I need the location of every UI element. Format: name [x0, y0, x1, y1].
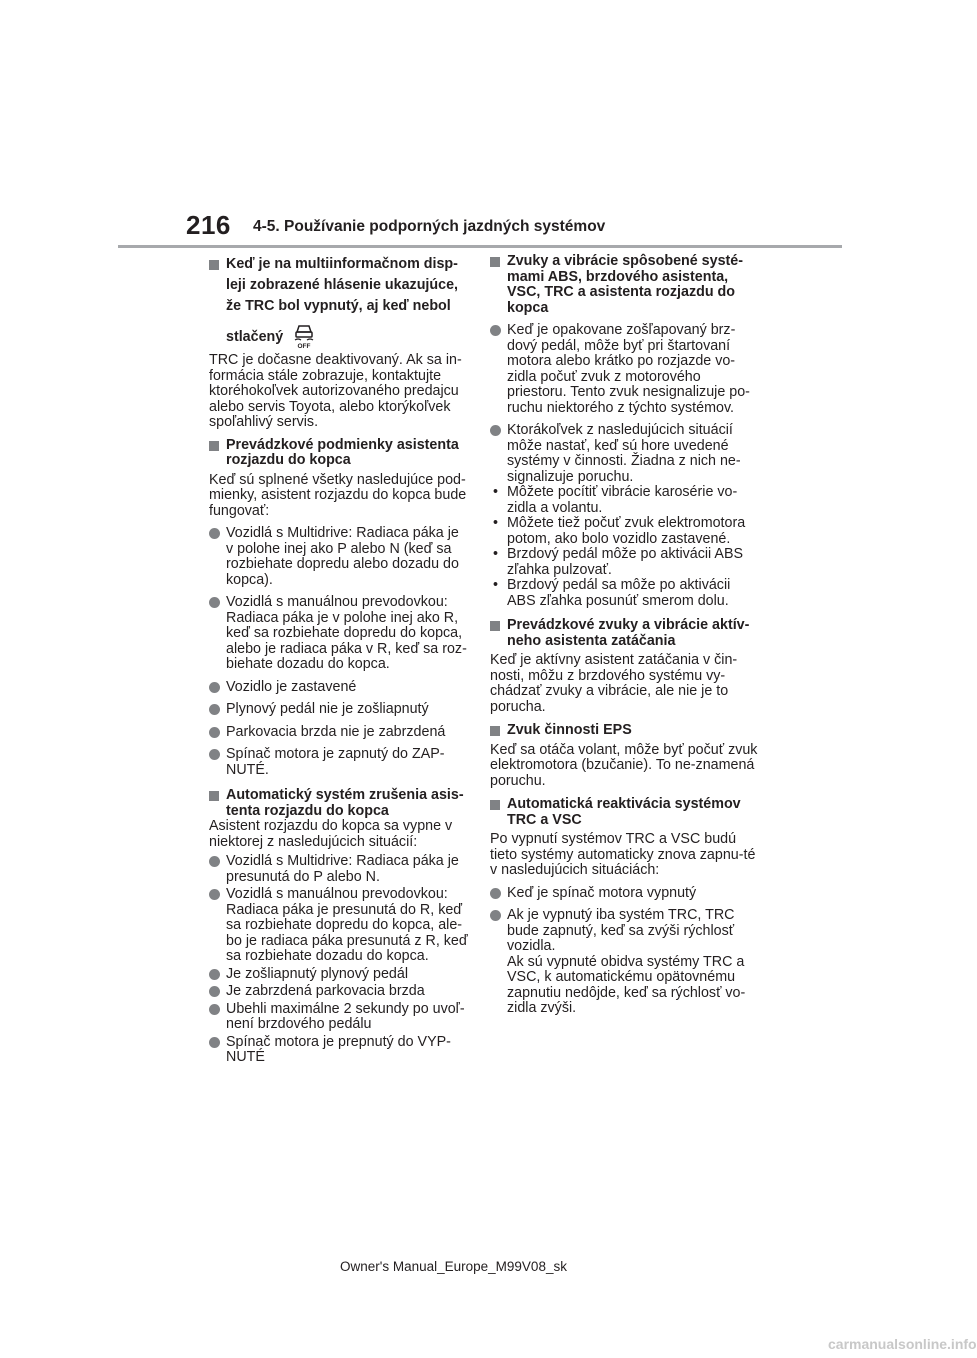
- right-column: [490, 254, 758, 1017]
- heading-steering-assist-sounds: Prevádzkové zvuky a vibrácie aktív-neho asistenta zatáčania: [490, 618, 758, 649]
- round-bullet-icon: [490, 910, 501, 921]
- round-bullet-icon: [490, 425, 501, 436]
- paragraph: Keď sa otáča volant, môže byť počuť zvuk elektromotora (bzučanie). To ne-znamená poruchu.: [490, 741, 758, 789]
- square-bullet-icon: [209, 441, 219, 451]
- round-bullet-icon: [490, 325, 501, 336]
- paragraph: Keď sú splnené všetky nasledujúce pod-mienky, asistent rozjazdu do kopca bude fungovať:: [209, 471, 467, 519]
- list-item: Vozidlá s manuálnou prevodovkou: Radiaca páka je v polohe inej ako R, keď sa rozbiehate dopredu do kopca, alebo je radiaca páka v R, keď sa roz-biehate dozadu do kopca.: [209, 595, 469, 673]
- section-title: 4-5. Používanie podporných jazdných systémov: [253, 218, 606, 235]
- square-bullet-icon: [490, 726, 500, 736]
- list-item: Keď je opakovane zošľapovaný brz-dový pedál, môže byť pri štartovaní motora alebo krátko po rozjazde vo-zidla počuť zvuk z motorového priestoru. Tento zvuk nesignalizuje po-ruchu niektorého z týchto systémov.: [490, 323, 758, 416]
- list-item: Parkovacia brzda nie je zabrzdená: [209, 725, 469, 741]
- round-bullet-icon: [209, 528, 220, 539]
- heading-trc-message: Keď je na multiinformačnom disp- leji zobrazené hlásenie ukazujúce, že TRC bol vypnutý, aj keď nebol stlačený OFF: [209, 254, 469, 349]
- list-item: Plynový pedál nie je zošliapnutý: [209, 702, 469, 718]
- list-item: Je zošliapnutý plynový pedál: [209, 967, 469, 983]
- paragraph: Po vypnutí systémov TRC a VSC budú tieto systémy automaticky znova zapnu-té v nasledujúcich situáciách:: [490, 831, 756, 878]
- heading-eps-sound: Zvuk činnosti EPS: [490, 723, 758, 739]
- svg-text:OFF: OFF: [297, 343, 311, 350]
- heading-trc-vsc-reactivation: Automatická reaktivácia systémov TRC a VSC: [490, 797, 758, 828]
- list-item: Je zabrzdená parkovacia brzda: [209, 984, 469, 1000]
- list-item: Spínač motora je prepnutý do VYP-NUTÉ: [209, 1035, 469, 1066]
- heading-hill-start-conditions: Prevádzkové podmienky asistenta rozjazdu do kopca: [209, 438, 469, 469]
- page-number: 216: [186, 210, 231, 240]
- round-bullet-icon: [209, 986, 220, 997]
- list-item: Vozidlo je zastavené: [209, 680, 469, 696]
- list-item: Spínač motora je zapnutý do ZAP-NUTÉ.: [209, 747, 469, 778]
- square-bullet-icon: [209, 260, 219, 270]
- sub-list-item: • Môžete tiež počuť zvuk elektromotora potom, ako bolo vozidlo zastavené.: [493, 515, 746, 547]
- trc-off-icon: [293, 325, 315, 349]
- paragraph: TRC je dočasne deaktivovaný. Ak sa in-formácia stále zobrazuje, kontaktujte ktoréhokoľvek autorizovaného predajcu alebo servis Toyota, alebo ktorýkoľvek spoľahlivý servis.: [209, 352, 462, 430]
- list-item: Ubehli maximálne 2 sekundy po uvoľ-není brzdového pedálu: [209, 1002, 469, 1033]
- square-bullet-icon: [490, 800, 500, 810]
- round-bullet-icon: [209, 1037, 220, 1048]
- round-bullet-icon: [209, 727, 220, 738]
- heading-hill-start-cancel: Automatický systém zrušenia asis-tenta rozjazdu do kopca: [209, 788, 469, 819]
- sub-list-item: • Brzdový pedál môže po aktivácii ABS zľahka pulzovať.: [493, 546, 744, 578]
- square-bullet-icon: [490, 257, 500, 267]
- round-bullet-icon: [209, 889, 220, 900]
- list-item: Keď je spínač motora vypnutý: [490, 886, 758, 902]
- sub-list-item: • Môžete pocítiť vibrácie karosérie vo-zidla a volantu.: [493, 484, 738, 516]
- list-item: Vozidlá s manuálnou prevodovkou: Radiaca páka je presunutá do R, keď sa rozbiehate dopredu do kopca, ale-bo je radiaca páka presunutá z R, keď sa rozbiehate dozadu do kopca.: [209, 887, 469, 965]
- round-bullet-icon: [209, 704, 220, 715]
- paragraph: Keď je aktívny asistent zatáčania v čin-nosti, môžu z brzdového systému vy-chádzať zvuky a vibrácie, ale nie je to porucha.: [490, 652, 738, 715]
- round-bullet-icon: [209, 682, 220, 693]
- list-item: Ktorákoľvek z nasledujúcich situácií môže nastať, keď sú hore uvedené systémy v činnosti. Žiadna z nich ne-signalizuje poruchu.: [490, 423, 758, 485]
- round-bullet-icon: [209, 749, 220, 760]
- round-bullet-icon: [490, 888, 501, 899]
- sub-list: [490, 485, 758, 609]
- watermark: carmanualsonline.info: [828, 1336, 977, 1352]
- heading-abs-sounds: Zvuky a vibrácie spôsobené systé-mami ABS, brzdového asistenta, VSC, TRC a asistenta rozjazdu do kopca: [490, 254, 758, 316]
- list-item: Vozidlá s Multidrive: Radiaca páka je v polohe inej ako P alebo N (keď sa rozbiehate dopredu alebo dozadu do kopca).: [209, 526, 469, 588]
- left-column: [209, 254, 469, 1066]
- sub-list-item: • Brzdový pedál sa môže po aktivácii ABS zľahka posunúť smerom dolu.: [493, 577, 731, 609]
- round-bullet-icon: [209, 1004, 220, 1015]
- round-bullet-icon: [209, 969, 220, 980]
- footer-manual-name: Owner's Manual_Europe_M99V08_sk: [340, 1259, 567, 1274]
- round-bullet-icon: [209, 597, 220, 608]
- square-bullet-icon: [209, 791, 219, 801]
- paragraph: Asistent rozjazdu do kopca sa vypne v niektorej z nasledujúcich situácií:: [209, 818, 453, 850]
- header-divider: [118, 245, 842, 248]
- list-item: Ak je vypnutý iba systém TRC, TRC bude zapnutý, keď sa zvýši rýchlosť vozidla. Ak sú vypnuté obidva systémy TRC a VSC, k automatickému opätovnému zapnutiu nedôjde, keď sa rýchlosť vo-zidla zvýši.: [490, 908, 758, 1017]
- list-item: Vozidlá s Multidrive: Radiaca páka je presunutá do P alebo N.: [209, 854, 469, 885]
- square-bullet-icon: [490, 621, 500, 631]
- round-bullet-icon: [209, 856, 220, 867]
